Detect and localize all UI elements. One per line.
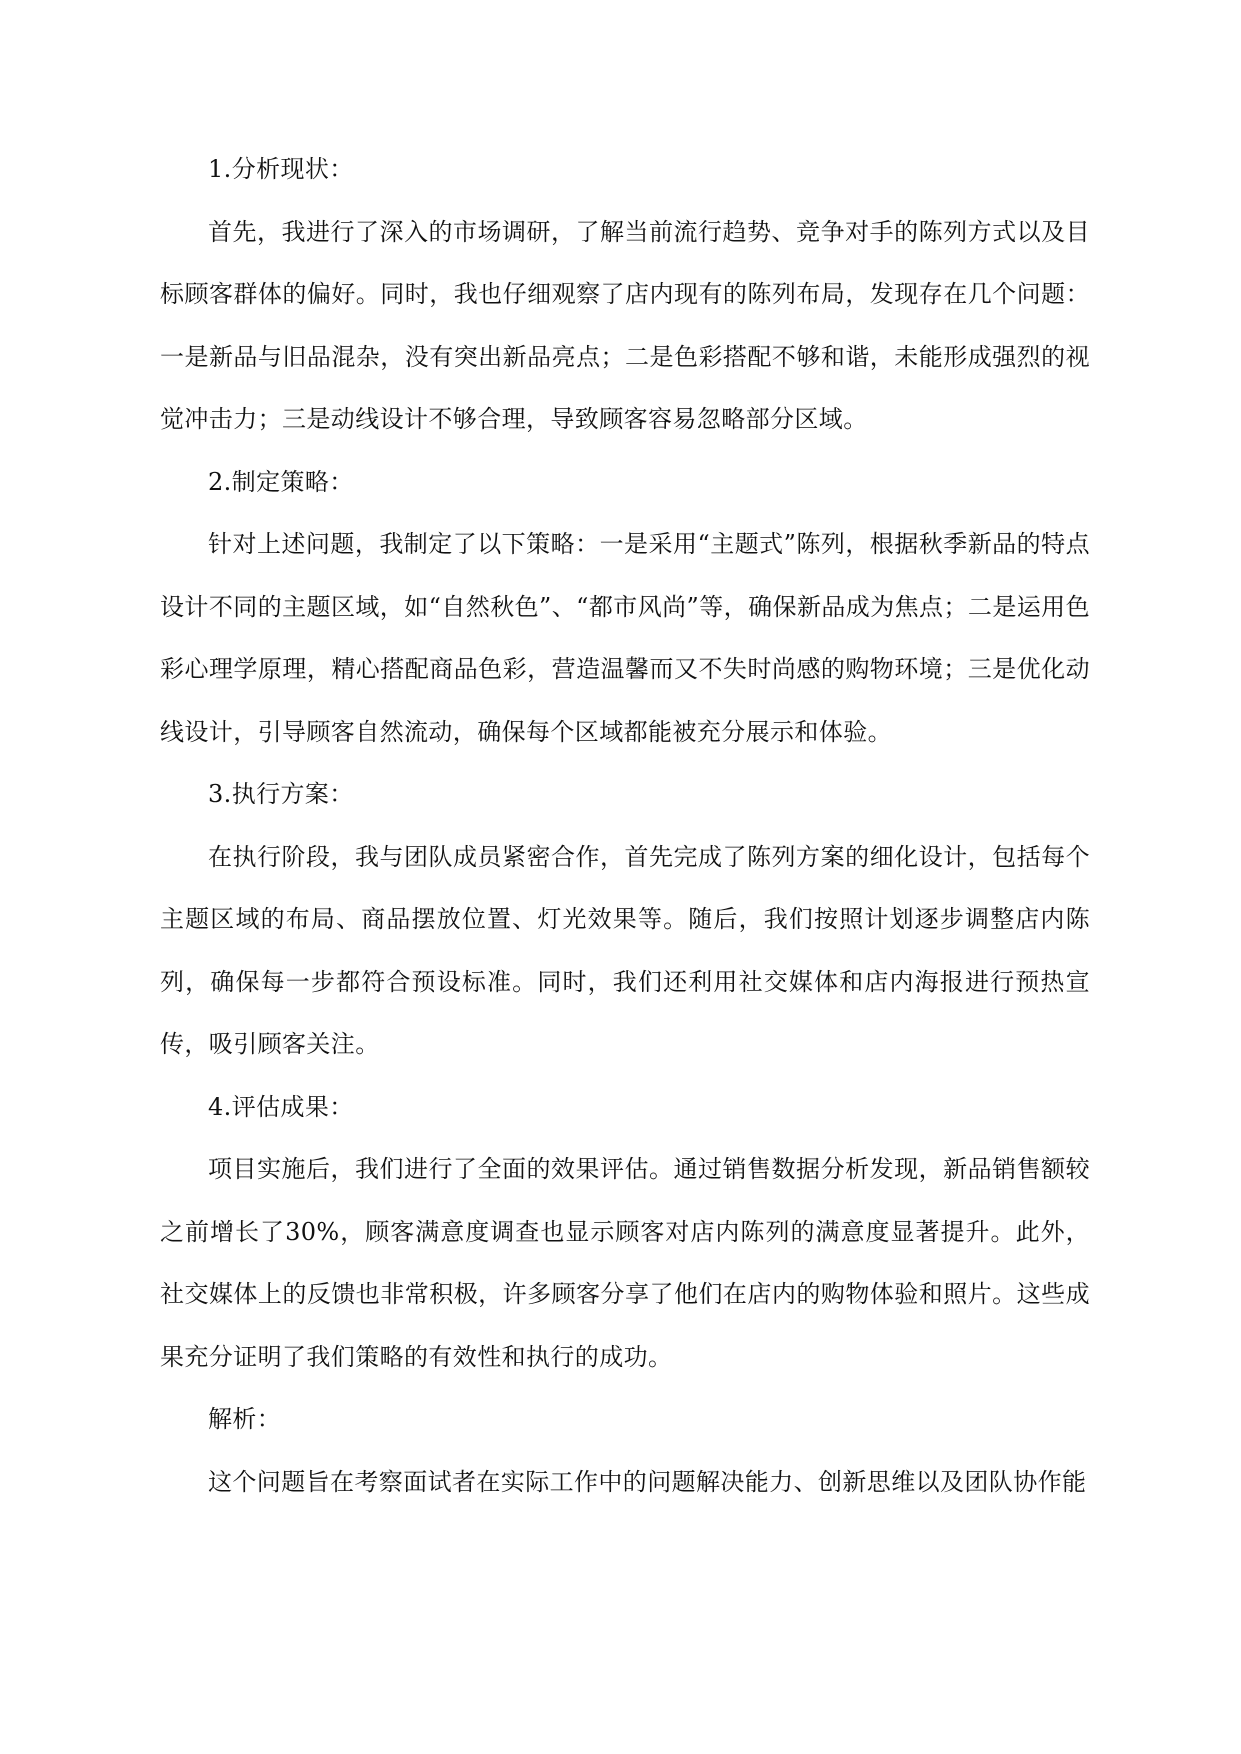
section-heading-analysis: 1.分析现状： — [208, 155, 354, 183]
section-heading-execution: 3.执行方案： — [208, 780, 354, 808]
section-paragraph-execution: 在执行阶段，我与团队成员紧密合作，首先完成了陈列方案的细化设计，包括每个主题区域的布局、商品摆放位置、灯光效果等。随后，我们按照计划逐步调整店内陈列，确保每一步都符合预设标准。同时，我们还利用社交媒体和店内海报进行预热宣传，吸引顾客关注。 — [160, 842, 1090, 1058]
section-heading-evaluation: 4.评估成果： — [208, 1092, 354, 1121]
document-body — [160, 138, 1090, 1513]
analysis-heading: 解析： — [208, 1405, 282, 1433]
section-paragraph-analysis: 首先，我进行了深入的市场调研，了解当前流行趋势、竞争对手的陈列方式以及目标顾客群体的偏好。同时，我也仔细观察了店内现有的陈列布局，发现存在几个问题：一是新品与旧品混杂，没有突出新品亮点；二是色彩搭配不够和谐，未能形成强烈的视觉冲击力；三是动线设计不够合理，导致顾客容易忽略部分区域。 — [160, 217, 1090, 433]
analysis-paragraph: 这个问题旨在考察面试者在实际工作中的问题解决能力、创新思维以及团队协作能 — [208, 1467, 1087, 1496]
section-paragraph-evaluation: 项目实施后，我们进行了全面的效果评估。通过销售数据分析发现，新品销售额较之前增长了30%，顾客满意度调查也显示顾客对店内陈列的满意度显著提升。此外，社交媒体上的反馈也非常积极，许多顾客分享了他们在店内的购物体验和照片。这些成果充分证明了我们策略的有效性和执行的成功。 — [160, 1155, 1090, 1371]
section-heading-strategy: 2.制定策略： — [208, 467, 354, 496]
section-paragraph-strategy: 针对上述问题，我制定了以下策略：一是采用“主题式”陈列，根据秋季新品的特点设计不同的主题区域，如“自然秋色”、“都市风尚”等，确保新品成为焦点；二是运用色彩心理学原理，精心搭配商品色彩，营造温馨而又不失时尚感的购物环境；三是优化动线设计，引导顾客自然流动，确保每个区域都能被充分展示和体验。 — [160, 530, 1090, 746]
